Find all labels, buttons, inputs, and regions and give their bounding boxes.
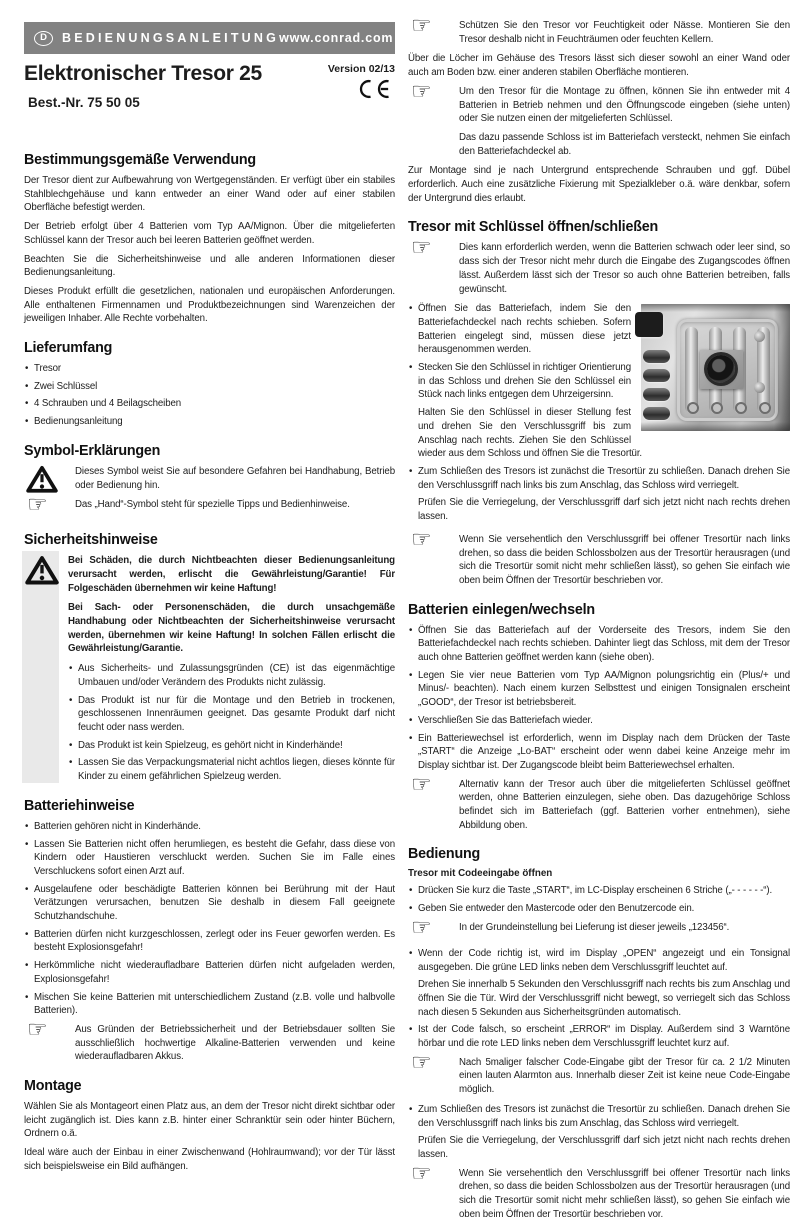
note-text: Wenn Sie versehentlich den Verschlussgriff bei offener Tresortür nach links drehen, so dass die beiden Schlossbolzen aus der Tresortür herausragen (und sich die Tresortür somit nicht mehr schließen lässt), so gehen Sie einfach wie oben beim Öffnen der Tresortür beschrieben vor.	[459, 533, 790, 586]
list-item: • Wenn der Code richtig ist, wird im Display „OPEN“ angezeigt und ein Tonsignal ausgegeben. Die grüne LED links neben dem Verschlussgriff leuchtet auf.	[408, 947, 790, 974]
list-item: • Zum Schließen des Tresors ist zunächst die Tresortür zu schließen. Danach drehen Sie den Verschlussgriff nach links bis zum Anschlag, das Schloss wird verriegelt.	[408, 465, 790, 492]
list-item-continuation: Halten Sie den Schlüssel in dieser Stellung fest und drehen Sie den Verschlussgriff bis zum Anschlag nach rechts. Ziehen Sie den Schlüssel wieder aus dem Schloss und öffnen Sie die Tresortür.	[418, 407, 643, 460]
paragraph: Zur Montage sind je nach Untergrund entsprechende Schrauben und ggf. Dübel erforderlich. Auch eine zusätzliche Fixierung mit Spezialkleber o.ä. wäre denkbar, sofern der Untergrund dies erlaubt.	[408, 165, 790, 204]
note-text: In der Grundeinstellung bei Lieferung ist dieser jeweils „123456“.	[459, 921, 730, 933]
list-item-continuation: Prüfen Sie die Verriegelung, der Verschlussgriff darf sich jetzt nicht nach rechts drehen lassen.	[418, 1135, 790, 1160]
list-item: • Lassen Sie Batterien nicht offen herumliegen, es besteht die Gefahr, dass diese von Kindern oder Haustieren verschluckt werden. Suchen Sie im Falle eines Verschluckens sofort einen Arzt auf.	[24, 838, 395, 879]
list-item: • Mischen Sie keine Batterien mit unterschiedlichem Zustand (z.B. volle und halbvolle Batterien).	[24, 991, 395, 1018]
section-key-open-close	[408, 219, 790, 587]
list-item-continuation: Drehen Sie innerhalb 5 Sekunden den Verschlussgriff nach rechts bis zum Anschlag und öffnen Sie die Tür. Wird der Verschlussgriff nicht bewegt, so verriegelt sich das Schloss nach diesen 5 Sekunden aus Sicherheitsgründen automatisch.	[418, 979, 790, 1018]
list-item: • Batterien gehören nicht in Kinderhände.	[24, 820, 395, 834]
d-country-badge-icon: D	[34, 31, 53, 46]
note-text: Dies kann erforderlich werden, wenn die Batterien schwach oder leer sind, so dass sich der Tresor nicht mehr durch die Eingabe des Zugangscodes öffnen lässt. Außerdem lässt sich der Tresor so auch ohne Batterien betreiben, falls gewünscht.	[459, 242, 790, 295]
page-title: Elektronischer Tresor 25	[24, 62, 262, 85]
hand-icon: ☞	[411, 1160, 432, 1187]
list-item: • Ausgelaufene oder beschädigte Batterien können bei Berührung mit der Haut Verätzungen verursachen, benutzen Sie deshalb in diesem Fall geeignete Schutzhandschuhe.	[24, 883, 395, 924]
paragraph: Ideal wäre auch der Einbau in einer Zwischenwand (Hohlraumwand); vor der Tür lässt sich beispielsweise ein Bild aufhängen.	[24, 1147, 395, 1172]
hand-icon: ☞	[411, 78, 432, 105]
photo-spring-contact	[735, 402, 747, 414]
paragraph: Der Betrieb erfolgt über 4 Batterien vom Typ AA/Mignon. Über die mitgelieferten Schlüssel kann der Tresor auch bei leeren Batterien geöffnet werden.	[24, 221, 395, 246]
section-heading: Batteriehinweise	[24, 797, 135, 814]
warning-paragraph: Bei Sach- oder Personenschäden, die durch unsachgemäße Handhabung oder Nichtbeachten der Sicherheitshinweise verursacht werden, übernehmen wir keine Haftung! In solchen Fällen erlischt die Gewährleistung/Garantie.	[68, 602, 395, 655]
list-item: • Tresor	[24, 362, 395, 376]
version-label: Version 02/13	[327, 63, 395, 75]
left-column	[24, 22, 395, 1179]
header-title: BEDIENUNGSANLEITUNG	[62, 31, 280, 45]
list-item: • Lassen Sie das Verpackungsmaterial nicht achtlos liegen, dieses könnte für Kinder zu einem gefährlichen Spielzeug werden.	[68, 756, 395, 783]
photo-spring-contact	[759, 402, 771, 414]
list-item: • Geben Sie entweder den Mastercode oder den Benutzercode ein.	[408, 902, 790, 916]
hand-icon: ☞	[411, 1049, 432, 1076]
section-mounting-continued	[408, 13, 790, 205]
hand-icon: ☞	[27, 492, 48, 519]
hand-icon: ☞	[411, 13, 432, 39]
photo-shading	[641, 422, 790, 431]
section-heading: Batterien einlegen/wechseln	[408, 601, 595, 618]
section-heading: Bedienung	[408, 846, 481, 863]
list-item: • Bedienungsanleitung	[24, 415, 395, 429]
hand-note	[408, 1049, 790, 1097]
hand-icon: ☞	[411, 914, 432, 941]
paragraph: Dieses Produkt erfüllt die gesetzlichen, nationalen und europäischen Anforderungen. Alle enthaltenen Firmennamen und Produktbezeichnungen sind Warenzeichen der jeweiligen Inhaber. Alle Rechte vorbehalten.	[24, 285, 395, 325]
list-item: • Aus Sicherheits- und Zulassungsgründen (CE) ist das eigenmächtige Umbauen und/oder Verändern des Produkts nicht zulässig.	[68, 662, 395, 689]
note-text: Wenn Sie versehentlich den Verschlussgriff bei offener Tresortür nach links drehen, so dass die beiden Schlossbolzen aus der Tresortür herausragen (und sich die Tresortür somit nicht mehr schließen lässt), so gehen Sie einfach wie oben beim Öffnen der Tresortür beschrieben vor.	[459, 1167, 790, 1220]
warning-note	[24, 465, 395, 492]
note-text: Aus Gründen der Betriebssicherheit und der Betriebsdauer sollten Sie ausschließlich hochwertige Alkaline-Batterien verwenden und keine wiederaufladbaren Akkus.	[75, 1023, 395, 1063]
paragraph: Der Tresor dient zur Aufbewahrung von Wertgegenständen. Er verfügt über ein stabiles Stahlblechgehäuse und kann entweder an einer Wand oder auf einer stabilen Oberfläche befestigt werden.	[24, 175, 395, 214]
note-text: Alternativ kann der Tresor auch über die mitgelieferten Schlüssel geöffnet werden, ohne Batterien einzulegen, siehe oben. Das dazugehörige Schloss befindet sich im Batteriefach (ggf. Batterien vorher entnehmen), siehe Abbildung oben.	[459, 778, 790, 831]
warning-triangle-icon	[25, 555, 59, 590]
hand-note	[408, 526, 790, 588]
section-heading: Tresor mit Schlüssel öffnen/schließen	[408, 219, 659, 236]
photo-keypad-button	[643, 407, 670, 420]
hand-icon: ☞	[411, 526, 432, 553]
hand-note	[408, 13, 790, 46]
list-item: • Öffnen Sie das Batteriefach, indem Sie den Batteriefachdeckel nach rechts schieben. Sofern Batterien eingelegt sind, müssen diese jetzt herausgenommen werden.	[408, 302, 790, 357]
header-bar	[24, 22, 395, 54]
hand-note	[24, 492, 395, 519]
note-text: Das „Hand“-Symbol steht für spezielle Tipps und Bedienhinweise.	[75, 499, 350, 511]
safety-block	[24, 554, 395, 784]
hand-note	[408, 78, 790, 159]
key-steps-with-photo	[408, 302, 790, 528]
section-delivery	[24, 340, 395, 429]
section-mounting	[24, 1078, 395, 1174]
paragraph: Beachten Sie die Sicherheitshinweise und alle anderen Informationen dieser Bedienungsanleitung.	[24, 253, 395, 279]
note-text: Dieses Symbol weist Sie auf besondere Gefahren bei Handhabung, Betrieb oder Bedienung hin.	[75, 465, 395, 491]
section-usage	[24, 152, 395, 326]
note-text: Nach 5maliger falscher Code-Eingabe gibt der Tresor für ca. 2 1/2 Minuten einen lauten Alarmton aus. Innerhalb dieser Zeit ist keine neue Code-Eingabe möglich.	[459, 1056, 790, 1096]
hand-note	[408, 1160, 790, 1222]
list-item: • 4 Schrauben und 4 Beilagscheiben	[24, 397, 395, 411]
note-text: Schützen Sie den Tresor vor Feuchtigkeit oder Nässe. Montieren Sie den Tresor deshalb nicht in Feuchträumen oder feuchten Kellern.	[459, 20, 790, 45]
warning-paragraph: Bei Schäden, die durch Nichtbeachten dieser Bedienungsanleitung verursacht werden, erlischt die Gewährleistung/Garantie! Für Folgeschäden übernehmen wir keine Haftung!	[68, 555, 395, 594]
section-heading: Lieferumfang	[24, 340, 113, 357]
list-item: • Öffnen Sie das Batteriefach auf der Vorderseite des Tresors, indem Sie den Batteriefachdeckel nach rechts schieben. Dahinter liegt das Schloss, mit dem der Tresor auch ohne Batterien geöffnet werden kann (siehe oben).	[408, 624, 790, 665]
list-item: • Herkömmliche nicht wiederaufladbare Batterien dürfen nicht aufgeladen werden, Explosionsgefahr!	[24, 959, 395, 986]
paragraph: Wählen Sie als Montageort einen Platz aus, an dem der Tresor nicht direkt sichtbar oder leicht zugänglich ist. Dies kann z.B. hinter einer Schranktür sein oder hinter Büchern, Ordnern o.ä.	[24, 1101, 395, 1140]
section-heading: Symbol-Erklärungen	[24, 442, 161, 459]
paragraph: Über die Löcher im Gehäuse des Tresors lässt sich dieser sowohl an einer Wand oder auch am Boden bzw. einer anderen stabilen Oberfläche montieren.	[408, 53, 790, 79]
hand-note	[408, 771, 790, 833]
hand-note	[408, 914, 790, 941]
header-website: www.conrad.com	[279, 31, 394, 45]
list-item: • Ein Batteriewechsel ist erforderlich, wenn im Display nach dem Drücken der Taste „START“ die Anzeige „Lo-BAT“ erscheint oder wenn dabei keine Anzeige mehr im Display sichtbar ist. Der Zugangscode bleibt beim Batteriewechsel erhalten.	[408, 732, 790, 773]
subsection-heading: Tresor mit Codeeingabe öffnen	[408, 868, 553, 880]
list-item: • Drücken Sie kurz die Taste „START“, im LC-Display erscheinen 6 Striche („- - - - - -“).	[408, 884, 790, 898]
section-operation	[408, 846, 790, 1221]
section-heading: Bestimmungsgemäße Verwendung	[24, 152, 256, 168]
order-number: Best.-Nr. 75 50 05	[28, 95, 140, 110]
right-column	[408, 14, 790, 1228]
list-item: • Das Produkt ist nur für die Montage und den Betrieb in trockenen, geschlossenen Innenräumen geeignet. Das gesamte Produkt darf nicht feucht oder nass werden.	[68, 694, 395, 735]
section-battery-change	[408, 602, 790, 833]
masthead	[24, 62, 395, 138]
hand-icon: ☞	[411, 771, 432, 798]
hand-note	[24, 1016, 395, 1064]
hand-icon: ☞	[411, 235, 432, 262]
list-item: • Stecken Sie den Schlüssel in richtiger Orientierung in das Schloss und drehen Sie den Schlüssel ein Stück nach links entgegen dem Uhrzeigersinn.	[408, 361, 790, 402]
note-text: Um den Tresor für die Montage zu öffnen, können Sie ihn entweder mit 4 Batterien in Betrieb nehmen und den Öffnungscode eingeben (siehe unten) oder Sie nutzen einen der mitgelieferten Schlüssel.	[459, 85, 790, 125]
list-item: • Ist der Code falsch, so erscheint „ERROR“ im Display. Außerdem sind 3 Warntöne hörbar und die rote LED links neben dem Verschlussgriff leuchtet kurz auf.	[408, 1023, 790, 1050]
ce-mark-icon	[355, 77, 391, 106]
list-item: • Verschließen Sie das Batteriefach wieder.	[408, 714, 790, 728]
list-item-continuation: Prüfen Sie die Verriegelung, der Verschlussgriff darf sich jetzt nicht nach rechts drehen lassen.	[418, 497, 790, 523]
section-heading: Montage	[24, 1078, 82, 1095]
list-item: • Legen Sie vier neue Batterien vom Typ AA/Mignon polungsrichtig ein (Plus/+ und Minus/- beachten). Nach einem kurzen Selbsttest und einigen Tonsignalen erscheint „GOOD“, der Tresor ist betriebsbereit.	[408, 669, 790, 710]
note-text: Das dazu passende Schloss ist im Batteriefach versteckt, nehmen Sie einfach den Batteriefachdeckel ab.	[459, 131, 790, 157]
hand-note	[408, 235, 790, 296]
list-item: • Das Produkt ist kein Spielzeug, es gehört nicht in Kinderhände!	[68, 739, 395, 753]
list-item: • Zwei Schlüssel	[24, 380, 395, 394]
list-item: • Zum Schließen des Tresors ist zunächst die Tresortür zu schließen. Danach drehen Sie den Verschlussgriff nach links bis zum Anschlag, das Schloss wird verriegelt.	[408, 1103, 790, 1130]
photo-spring-contact	[711, 402, 723, 414]
section-symbols	[24, 443, 395, 518]
hand-icon: ☞	[27, 1016, 48, 1043]
list-item: • Batterien dürfen nicht kurzgeschlossen, zerlegt oder ins Feuer geworfen werden. Es besteht Explosionsgefahr!	[24, 928, 395, 955]
section-battery-notes	[24, 798, 395, 1064]
section-safety	[24, 532, 395, 784]
photo-spring-contact	[687, 402, 699, 414]
section-heading: Sicherheitshinweise	[24, 532, 158, 549]
